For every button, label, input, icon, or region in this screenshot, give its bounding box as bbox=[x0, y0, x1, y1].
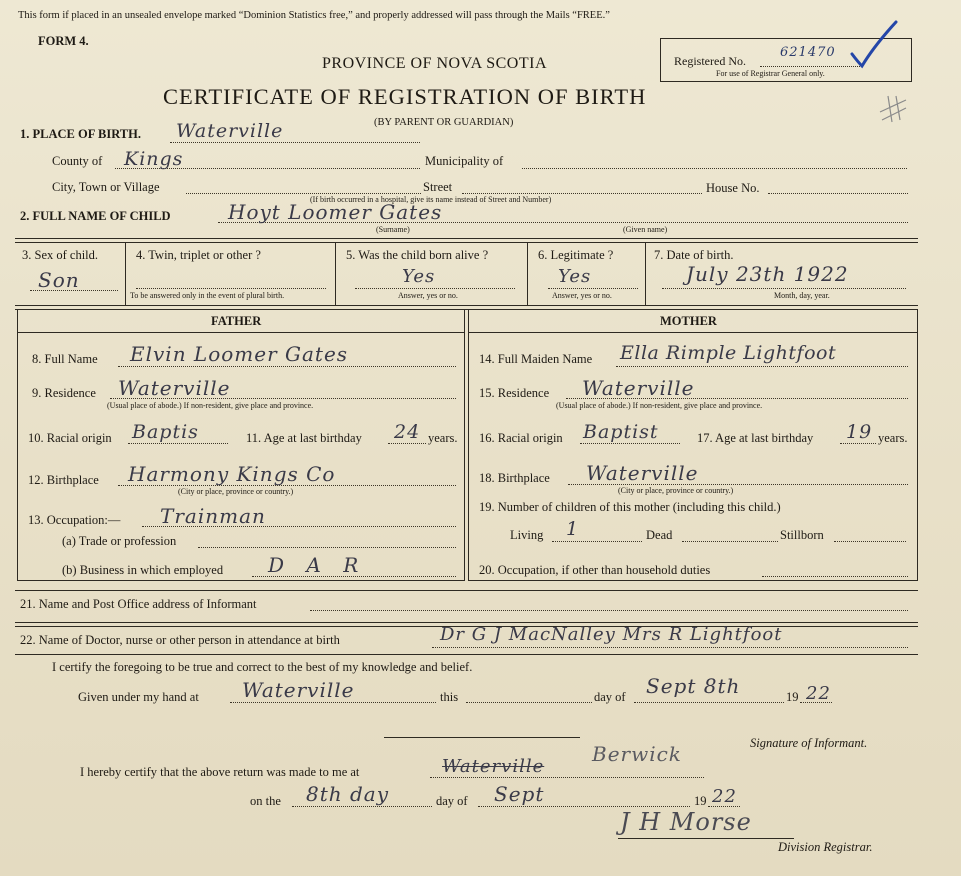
doctor-value: Dr G J MacNalley Mrs R Lightfoot bbox=[440, 624, 783, 645]
pencil-tally-icon bbox=[876, 92, 910, 126]
given-label: Given under my hand at bbox=[78, 690, 199, 704]
province-title: PROVINCE OF NOVA SCOTIA bbox=[322, 55, 548, 72]
page-subtitle: (BY PARENT OR GUARDIAN) bbox=[374, 117, 514, 128]
return-day: 8th day bbox=[306, 782, 390, 806]
doctor-label: 22. Name of Doctor, nurse or other person in attendance at birth bbox=[20, 633, 340, 647]
father-age-unit: years. bbox=[428, 431, 458, 445]
mother-birthplace-value: Waterville bbox=[586, 461, 699, 485]
father-racial-label: 10. Racial origin bbox=[28, 431, 112, 445]
certify-statement: I certify the foregoing to be true and correct to the best of my knowledge and belief. bbox=[52, 660, 473, 674]
given-place: Waterville bbox=[242, 678, 355, 702]
father-business-value: D A R bbox=[268, 553, 367, 577]
child-name-label: 2. FULL NAME OF CHILD bbox=[20, 209, 171, 223]
return-day-of-label: day of bbox=[436, 794, 468, 808]
legitimate-label: 6. Legitimate ? bbox=[538, 248, 614, 262]
given-date: Sept 8th bbox=[646, 674, 741, 698]
return-label: I hereby certify that the above return was made to me at bbox=[80, 765, 360, 779]
hospital-note: (If birth occurred in a hospital, give its name instead of Street and Number) bbox=[310, 195, 552, 204]
mother-racial-label: 16. Racial origin bbox=[479, 431, 563, 445]
mother-age-unit: years. bbox=[878, 431, 908, 445]
registrar-note: For use of Registrar General only. bbox=[716, 69, 825, 78]
alive-value: Yes bbox=[402, 266, 436, 287]
father-age-value: 24 bbox=[394, 421, 421, 443]
mother-residence-note: (Usual place of abode.) If non-resident, give place and province. bbox=[556, 401, 763, 410]
mother-birthplace-label: 18. Birthplace bbox=[479, 471, 550, 485]
mother-age-label: 17. Age at last birthday bbox=[697, 431, 814, 445]
mother-birthplace-note: (City or place, province or country.) bbox=[618, 486, 734, 495]
given-day-label: day of bbox=[594, 690, 626, 704]
dob-note: Month, day, year. bbox=[774, 291, 830, 300]
surname-caption: (Surname) bbox=[376, 225, 410, 234]
given-this-label: this bbox=[440, 690, 459, 704]
mother-name-label: 14. Full Maiden Name bbox=[479, 352, 593, 366]
father-name-value: Elvin Loomer Gates bbox=[130, 342, 349, 366]
registered-label: Registered No. bbox=[674, 54, 746, 68]
alive-label: 5. Was the child born alive ? bbox=[346, 248, 489, 262]
mother-occupation-label: 20. Occupation, if other than household duties bbox=[479, 563, 711, 577]
place-of-birth-value: Waterville bbox=[176, 120, 284, 142]
given-year-prefix: 19 bbox=[786, 690, 799, 704]
mother-living-label: Living bbox=[510, 528, 544, 542]
sex-value: Son bbox=[38, 268, 80, 292]
page-title: CERTIFICATE OF REGISTRATION OF BIRTH bbox=[163, 84, 647, 109]
return-place-alt: Berwick bbox=[592, 742, 682, 766]
mother-dead-label: Dead bbox=[646, 528, 673, 542]
child-name-value: Hoyt Loomer Gates bbox=[228, 200, 443, 224]
father-occupation-label: 13. Occupation:— bbox=[28, 513, 121, 527]
dob-label: 7. Date of birth. bbox=[654, 248, 734, 262]
postal-notice: This form if placed in an unsealed envelope marked “Dominion Statistics free,” and properly addressed will pass through the Mails “FREE.” bbox=[18, 10, 610, 21]
mother-residence-label: 15. Residence bbox=[479, 386, 550, 400]
informant-label: 21. Name and Post Office address of Informant bbox=[20, 597, 257, 611]
mother-children-label: 19. Number of children of this mother (including this child.) bbox=[479, 500, 781, 514]
mother-heading: MOTHER bbox=[660, 314, 717, 328]
mother-living-value: 1 bbox=[566, 518, 580, 540]
house-label: House No. bbox=[706, 181, 760, 195]
on-the-label: on the bbox=[250, 794, 281, 808]
mother-name-value: Ella Rimple Lightfoot bbox=[620, 342, 837, 364]
return-place: Waterville bbox=[442, 756, 545, 777]
father-residence-label: 9. Residence bbox=[32, 386, 96, 400]
father-birthplace-value: Harmony Kings Co bbox=[128, 462, 336, 486]
return-year: 22 bbox=[712, 786, 737, 807]
father-occupation-value: Trainman bbox=[160, 504, 266, 528]
return-year-prefix: 19 bbox=[694, 794, 707, 808]
father-trade-label: (a) Trade or profession bbox=[62, 534, 177, 548]
alive-note: Answer, yes or no. bbox=[398, 291, 458, 300]
county-value: Kings bbox=[124, 148, 184, 170]
twin-label: 4. Twin, triplet or other ? bbox=[136, 248, 261, 262]
form-number: FORM 4. bbox=[38, 34, 89, 48]
father-name-label: 8. Full Name bbox=[32, 352, 98, 366]
father-birthplace-note: (City or place, province or country.) bbox=[178, 487, 294, 496]
registrar-signature: J H Morse bbox=[620, 808, 752, 836]
father-residence-note: (Usual place of abode.) If non-resident, give place and province. bbox=[107, 401, 314, 410]
mother-age-value: 19 bbox=[846, 421, 873, 443]
signature-informant-label: Signature of Informant. bbox=[750, 736, 868, 750]
county-label: County of bbox=[52, 154, 103, 168]
place-of-birth-label: 1. PLACE OF BIRTH. bbox=[20, 127, 141, 141]
legitimate-note: Answer, yes or no. bbox=[552, 291, 612, 300]
dob-value: July 23th 1922 bbox=[686, 262, 849, 286]
father-age-label: 11. Age at last birthday bbox=[246, 431, 362, 445]
father-racial-value: Baptis bbox=[132, 421, 199, 443]
mother-stillborn-label: Stillborn bbox=[780, 528, 824, 542]
sex-label: 3. Sex of child. bbox=[22, 248, 99, 262]
father-birthplace-label: 12. Birthplace bbox=[28, 473, 99, 487]
division-registrar-label: Division Registrar. bbox=[778, 840, 873, 854]
return-month: Sept bbox=[494, 782, 545, 806]
municipality-label: Municipality of bbox=[425, 154, 504, 168]
father-residence-value: Waterville bbox=[118, 376, 231, 400]
registered-number: 621470 bbox=[780, 45, 836, 60]
mother-racial-value: Baptist bbox=[583, 421, 659, 443]
given-name-caption: (Given name) bbox=[623, 225, 668, 234]
father-business-label: (b) Business in which employed bbox=[62, 563, 224, 577]
mother-residence-value: Waterville bbox=[582, 376, 695, 400]
given-year: 22 bbox=[806, 683, 831, 704]
street-label: Street bbox=[423, 180, 453, 194]
legitimate-value: Yes bbox=[558, 266, 592, 287]
father-heading: FATHER bbox=[211, 314, 262, 328]
twin-note: To be answered only in the event of plural birth. bbox=[130, 291, 285, 300]
checkmark-icon bbox=[848, 18, 900, 70]
city-label: City, Town or Village bbox=[52, 180, 160, 194]
